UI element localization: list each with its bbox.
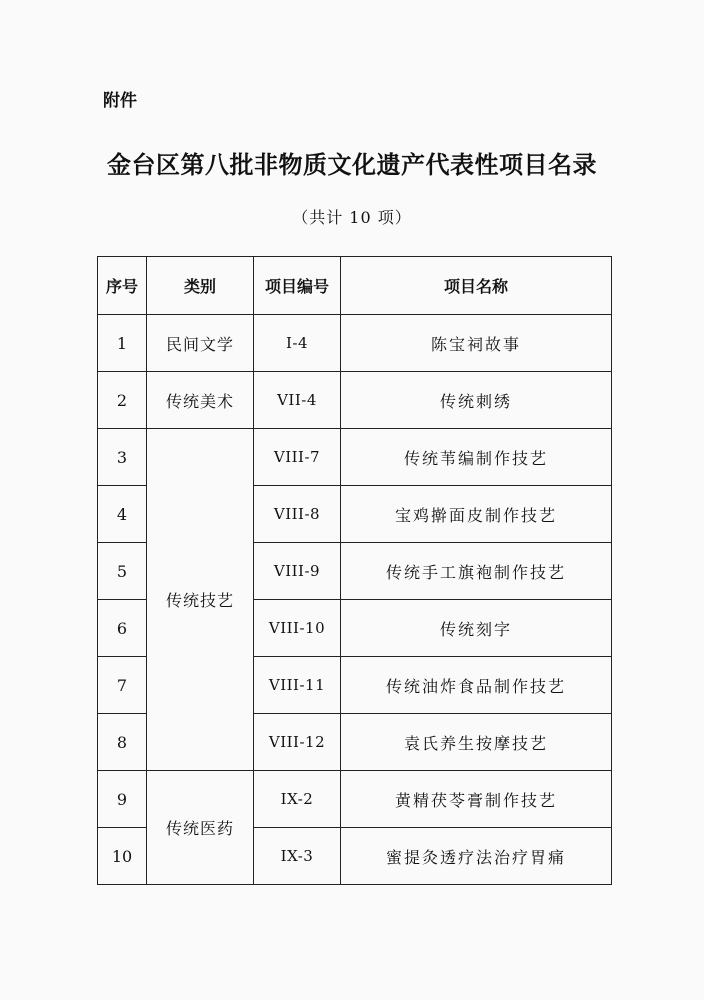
- attachment-label: 附件: [103, 91, 137, 111]
- row-number: 10: [98, 828, 147, 885]
- project-code: IX-2: [254, 771, 341, 828]
- project-code: VIII-10: [254, 600, 341, 657]
- project-name: 黄精茯苓膏制作技艺: [341, 771, 612, 828]
- project-name: 陈宝祠故事: [341, 315, 612, 372]
- table-row: [98, 771, 612, 828]
- project-code: VIII-12: [254, 714, 341, 771]
- table-row: [98, 315, 612, 372]
- project-code: VIII-11: [254, 657, 341, 714]
- project-name: 袁氏养生按摩技艺: [341, 714, 612, 771]
- project-name: 传统苇编制作技艺: [341, 429, 612, 486]
- row-number: 9: [98, 771, 147, 828]
- table-row: [98, 372, 612, 429]
- header-project-code: 项目编号: [254, 257, 341, 315]
- project-code: IX-3: [254, 828, 341, 885]
- project-code: VIII-8: [254, 486, 341, 543]
- row-number: 2: [98, 372, 147, 429]
- header-category: 类别: [147, 257, 254, 315]
- category-cell: 传统技艺: [147, 429, 254, 771]
- project-name: 宝鸡擀面皮制作技艺: [341, 486, 612, 543]
- project-code: VIII-9: [254, 543, 341, 600]
- category-cell: 传统医药: [147, 771, 254, 885]
- row-number: 4: [98, 486, 147, 543]
- page-subtitle: （共计 10 项）: [292, 208, 412, 227]
- table-header-row: [98, 257, 612, 315]
- project-code: I-4: [254, 315, 341, 372]
- row-number: 6: [98, 600, 147, 657]
- project-code: VII-4: [254, 372, 341, 429]
- page-title: 金台区第八批非物质文化遗产代表性项目名录: [107, 151, 597, 179]
- row-number: 7: [98, 657, 147, 714]
- category-cell: 传统美术: [147, 372, 254, 429]
- header-project-name: 项目名称: [341, 257, 612, 315]
- project-code: VIII-7: [254, 429, 341, 486]
- row-number: 5: [98, 543, 147, 600]
- project-name: 传统油炸食品制作技艺: [341, 657, 612, 714]
- table-row: [98, 429, 612, 486]
- project-name: 蜜提灸透疗法治疗胃痛: [341, 828, 612, 885]
- row-number: 3: [98, 429, 147, 486]
- project-name: 传统刻字: [341, 600, 612, 657]
- project-name: 传统刺绣: [341, 372, 612, 429]
- row-number: 8: [98, 714, 147, 771]
- row-number: 1: [98, 315, 147, 372]
- header-number: 序号: [98, 257, 147, 315]
- project-name: 传统手工旗袍制作技艺: [341, 543, 612, 600]
- project-list-table: [97, 256, 612, 885]
- category-cell: 民间文学: [147, 315, 254, 372]
